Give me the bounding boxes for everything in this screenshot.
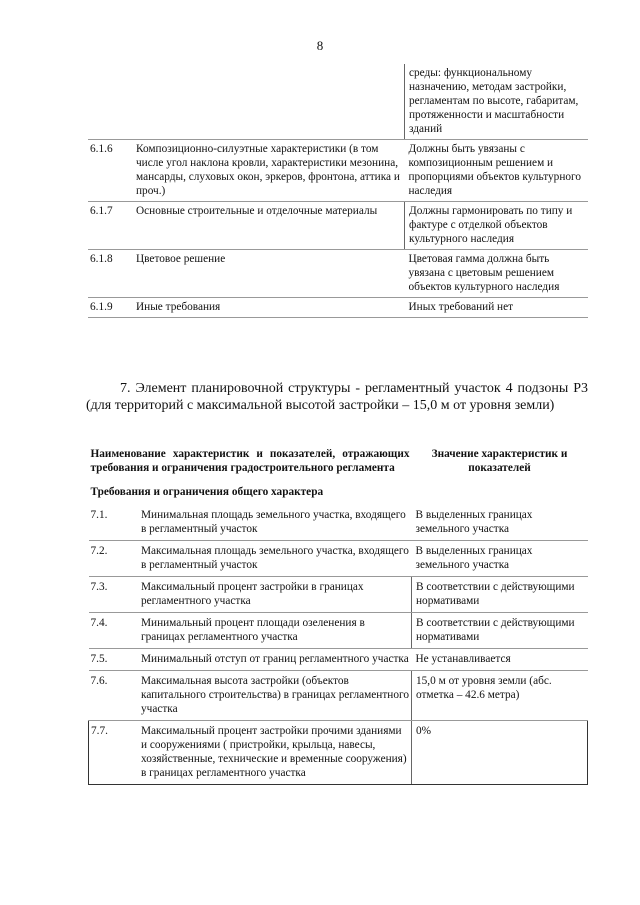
row-name: Основные строительные и отделочные материалы <box>134 202 405 250</box>
row-number: 7.2. <box>89 541 140 577</box>
row-number: 7.4. <box>89 613 140 649</box>
table-row <box>89 721 588 785</box>
table-row <box>89 505 588 541</box>
table-header-row <box>89 445 588 479</box>
row-value: В выделенных границах земельного участка <box>412 541 588 577</box>
table-row <box>88 140 588 202</box>
table-row <box>89 649 588 671</box>
row-number: 6.1.7 <box>88 202 134 250</box>
row-name: Минимальный процент площади озеленения в границах регламентного участка <box>139 613 412 649</box>
row-name: Минимальная площадь земельного участка, входящего в регламентный участок <box>139 505 412 541</box>
row-number: 6.1.9 <box>88 298 134 318</box>
row-value: среды: функциональному назначению, методам застройки, регламентам по высоте, габаритам, протяженности и масштабности зданий <box>405 64 589 140</box>
row-name: Максимальная высота застройки (объектов капитального строительства) в границах регламентного участка <box>139 671 412 721</box>
row-value: Должны гармонировать по типу и фактуре с отделкой объектов культурного наследия <box>405 202 589 250</box>
row-number: 6.1.8 <box>88 250 134 298</box>
table-subheader-row <box>89 479 588 505</box>
row-name: Максимальный процент застройки прочими зданиями и сооружениями ( пристройки, крыльца, навесы, хозяйственные, технические и временные сооружения) в границах регламентного участка <box>139 721 412 785</box>
row-value: Иных требований нет <box>405 298 589 318</box>
section-heading: 7. Элемент планировочной структуры - регламентный участок 4 подзоны Р3 (для территорий с максимальной высотой застройки – 15,0 м от уровня земли) <box>86 381 588 413</box>
row-value: Должны быть увязаны с композиционным решением и пропорциями объектов культурного наследия <box>405 140 589 202</box>
requirements-table-6 <box>88 64 588 318</box>
requirements-table-7 <box>88 445 588 785</box>
row-value: 15,0 м от уровня земли (абс. отметка – 42.6 метра) <box>412 671 588 721</box>
column-header-value: Значение характеристик и показателей <box>431 448 568 474</box>
row-number: 7.1. <box>89 505 140 541</box>
row-value: В выделенных границах земельного участка <box>412 505 588 541</box>
table-row <box>88 250 588 298</box>
table-row <box>89 577 588 613</box>
row-name: Цветовое решение <box>134 250 405 298</box>
table-row <box>89 613 588 649</box>
row-number: 7.5. <box>89 649 140 671</box>
row-name: Максимальный процент застройки в границах регламентного участка <box>139 577 412 613</box>
row-name: Минимальный отступ от границ регламентного участка <box>139 649 412 671</box>
column-header-name: Наименование характеристик и показателей, отражающих требования и ограничения градостроительного регламента <box>90 448 410 474</box>
row-number <box>88 64 134 140</box>
table-row <box>89 671 588 721</box>
row-name <box>134 64 405 140</box>
row-value: 0% <box>412 721 588 785</box>
table-row <box>88 298 588 318</box>
table-row <box>89 541 588 577</box>
row-value: В соответствии с действующими нормативами <box>412 613 588 649</box>
page-number: 8 <box>316 38 324 53</box>
row-name: Максимальная площадь земельного участка, входящего в регламентный участок <box>139 541 412 577</box>
row-value: Не устанавливается <box>412 649 588 671</box>
row-name: Иные требования <box>134 298 405 318</box>
row-number: 6.1.6 <box>88 140 134 202</box>
row-number: 7.7. <box>89 721 140 785</box>
table-row <box>88 202 588 250</box>
row-number: 7.3. <box>89 577 140 613</box>
row-value: Цветовая гамма должна быть увязана с цветовым решением объектов культурного наследия <box>405 250 589 298</box>
row-name: Композиционно-силуэтные характеристики (в том числе угол наклона кровли, характеристики мезонина, мансарды, слуховых окон, эркеров, фронтона, аттика и проч.) <box>134 140 405 202</box>
subheader: Требования и ограничения общего характера <box>90 486 324 498</box>
row-value: В соответствии с действующими нормативами <box>412 577 588 613</box>
row-number: 7.6. <box>89 671 140 721</box>
table-row <box>88 64 588 140</box>
